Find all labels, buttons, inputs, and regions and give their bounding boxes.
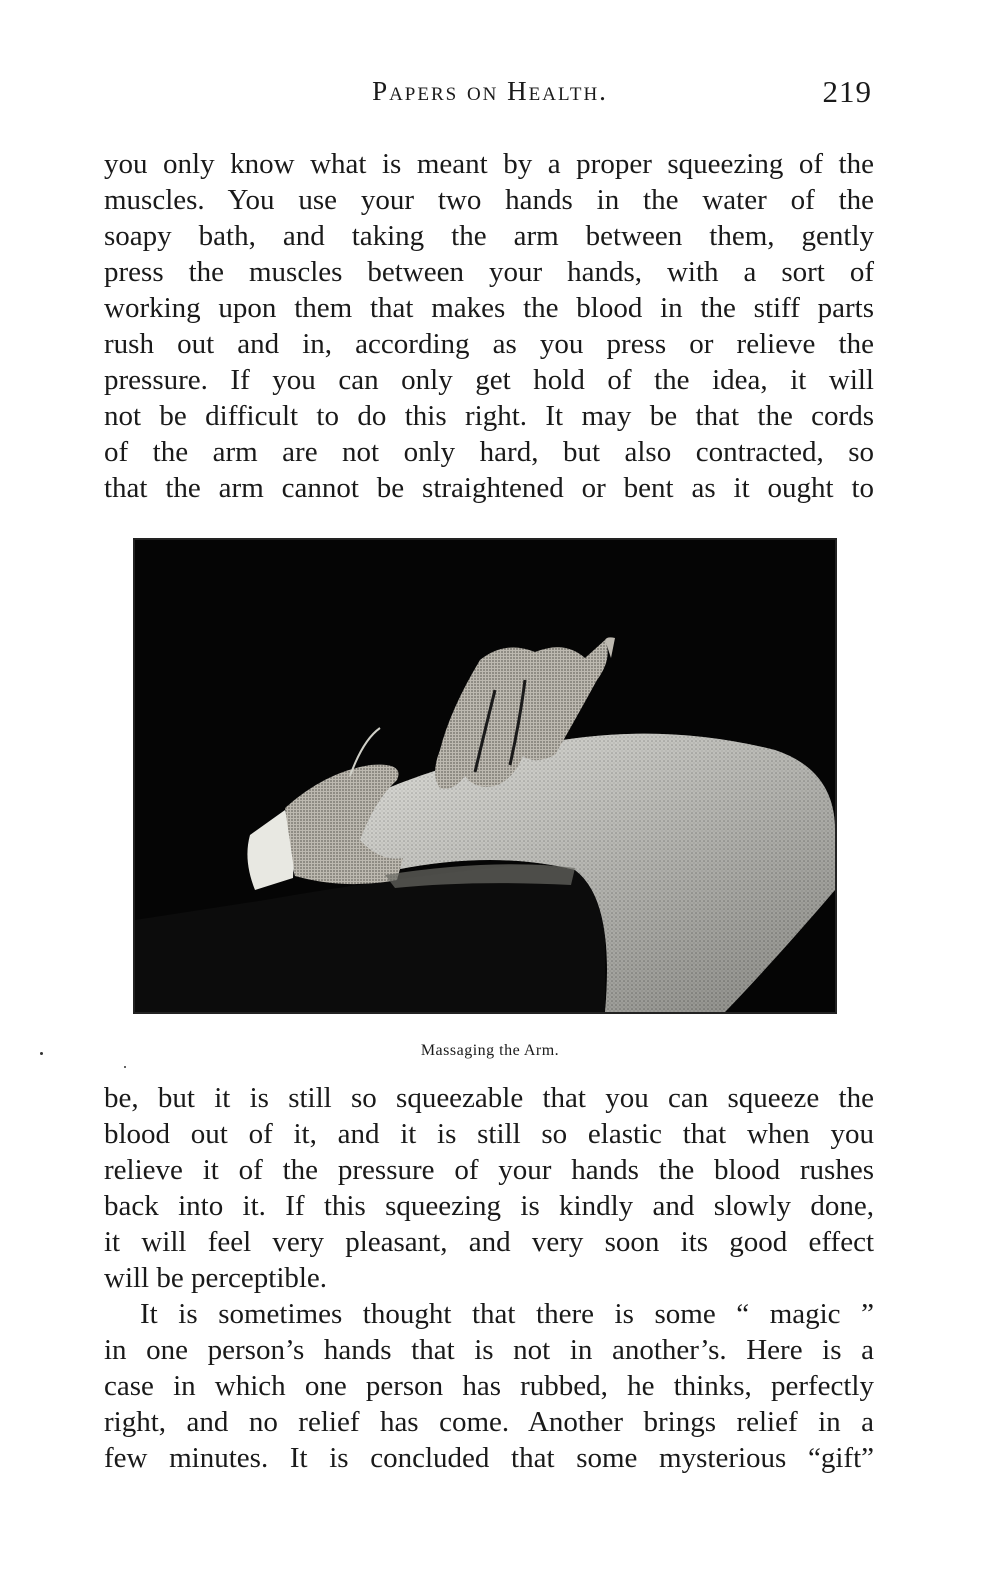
figure-photo bbox=[133, 538, 837, 1014]
text-line: back into it. If this squeezing is kindly and slowly done, bbox=[104, 1190, 874, 1222]
page-number: 219 bbox=[822, 74, 872, 109]
text-line: of the arm are not only hard, but also contracted, so bbox=[104, 436, 874, 468]
text-line: blood out of it, and it is still so elastic that when you bbox=[104, 1118, 874, 1150]
figure-caption: Massaging the Arm. bbox=[420, 1042, 560, 1059]
stray-mark bbox=[124, 1066, 126, 1068]
text-line: relieve it of the pressure of your hands the blood rushes bbox=[104, 1154, 874, 1186]
running-title: Papers on Health. bbox=[372, 76, 608, 106]
paragraph-top bbox=[104, 146, 874, 506]
stray-mark bbox=[40, 1052, 43, 1055]
text-line: that the arm cannot be straightened or bent as it ought to bbox=[104, 472, 874, 504]
photo-massaging-arm-icon bbox=[135, 540, 835, 1012]
text-line: right, and no relief has come. Another brings relief in a bbox=[104, 1406, 874, 1438]
paragraph-bottom bbox=[104, 1080, 874, 1476]
text-line: not be difficult to do this right. It may be that the cords bbox=[104, 400, 874, 432]
text-line: you only know what is meant by a proper squeezing of the bbox=[104, 148, 874, 180]
text-line: pressure. If you can only get hold of the idea, it will bbox=[104, 364, 874, 396]
text-line: in one person’s hands that is not in another’s. Here is a bbox=[104, 1334, 874, 1366]
text-line: press the muscles between your hands, with a sort of bbox=[104, 256, 874, 288]
text-line: working upon them that makes the blood in the stiff parts bbox=[104, 292, 874, 324]
text-line: soapy bath, and taking the arm between them, gently bbox=[104, 220, 874, 252]
running-head bbox=[104, 74, 876, 114]
text-line: It is sometimes thought that there is some “ magic ” bbox=[140, 1298, 874, 1330]
text-line: case in which one person has rubbed, he thinks, perfectly bbox=[104, 1370, 874, 1402]
text-line: be, but it is still so squeezable that you can squeeze the bbox=[104, 1082, 874, 1114]
text-line: rush out and in, according as you press or relieve the bbox=[104, 328, 874, 360]
text-line: muscles. You use your two hands in the water of the bbox=[104, 184, 874, 216]
text-line: will be perceptible. bbox=[104, 1262, 328, 1294]
text-line: it will feel very pleasant, and very soon its good effect bbox=[104, 1226, 874, 1258]
text-line: few minutes. It is concluded that some mysterious “gift” bbox=[104, 1442, 874, 1474]
